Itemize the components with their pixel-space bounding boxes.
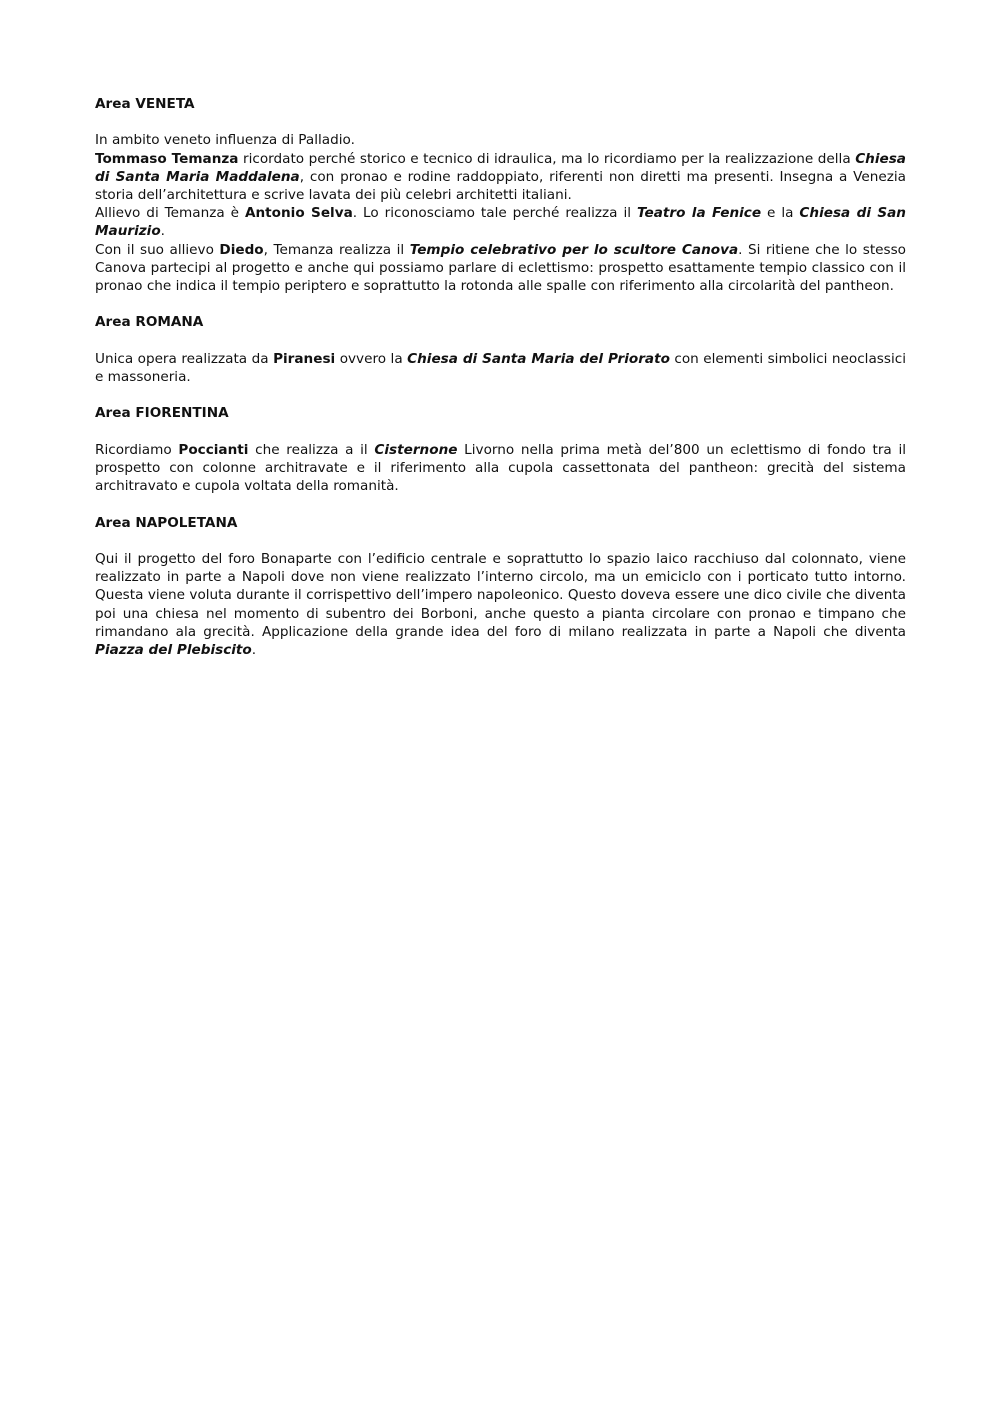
person-name: Diedo [219,241,264,258]
work-title: Chiesa di San Maurizio [95,205,906,240]
paragraph: Unica opera realizzata da Piranesi ovvero la Chiesa di Santa Maria del Priorato con elementi simbolici neoclassici e massoneria. [95,350,906,385]
section-heading: Area ROMANA [95,314,204,331]
work-title: Chiesa di Santa Maria Maddalena [95,150,906,185]
person-name: Antonio Selva [244,205,353,222]
paragraph: Tommaso Temanza ricordato perché storico e tecnico di idraulica, ma lo ricordiamo per la realizzazione della Chiesa di Santa Maria Maddalena, con pronao e rodine raddoppiato, riferenti non diretti ma presenti. Insegna a Venezia storia dell’architettura e scrive lavata dei più celebri architetti italiani. [95,150,906,203]
section-veneta [95,95,906,295]
work-title: Tempio celebrativo per lo scultore Canova [409,241,739,258]
section-fiorentina [95,404,906,495]
paragraph: Allievo di Temanza è Antonio Selva. Lo riconosciamo tale perché realizza il Teatro la Fenice e la Chiesa di San Maurizio. [95,205,906,240]
paragraph: Qui il progetto del foro Bonaparte con l’edificio centrale e soprattutto lo spazio laico racchiuso dal colonnato, viene realizzato in parte a Napoli dove non viene realizzato l’interno circolo, ma un emiciclo con i porticato tutto intorno. Questa viene voluta durante il corrispettivo dell’impero napoleonico. Questo doveva essere une dico civile che diventa poi una chiesa nel momento di subentro dei Borboni, anche questo a pianta circolare con pronao e timpano che rimandano ala grecità. Applicazione della grande idea del foro di milano realizzata in parte a Napoli che diventa Piazza del Plebiscito. [95,550,906,658]
work-title: Piazza del Plebiscito [95,641,252,658]
section-napoletana [95,514,906,660]
work-title: Teatro la Fenice [636,205,762,222]
person-name: Poccianti [178,441,249,458]
section-heading: Area VENETA [95,96,195,112]
paragraph: Con il suo allievo Diedo, Temanza realizza il Tempio celebrativo per lo scultore Canova. Si ritiene che lo stesso Canova partecipi al progetto e anche qui possiamo parlare di eclettismo: prospetto esattamente tempio classico con il pronao che indica il tempio periptero e soprattutto la rotonda alle spalle con riferimento alla circolarità del pantheon. [95,241,906,295]
person-name: Tommaso Temanza [95,150,239,167]
document-page [95,95,906,659]
work-title: Cisternone [374,441,458,458]
work-title: Chiesa di Santa Maria del Priorato [407,350,670,367]
paragraph: In ambito veneto influenza di Palladio. [95,132,355,149]
section-heading: Area NAPOLETANA [95,514,238,531]
section-heading: Area FIORENTINA [95,405,229,422]
paragraph: Ricordiamo Poccianti che realizza a il Cisternone Livorno nella prima metà del’800 un eclettismo di fondo tra il prospetto con colonne architravate e il riferimento alla cupola cassettonata del pantheon: grecità del sistema architravato e cupola voltata della romanità. [95,441,906,495]
section-romana [95,313,906,386]
person-name: Piranesi [273,350,336,367]
